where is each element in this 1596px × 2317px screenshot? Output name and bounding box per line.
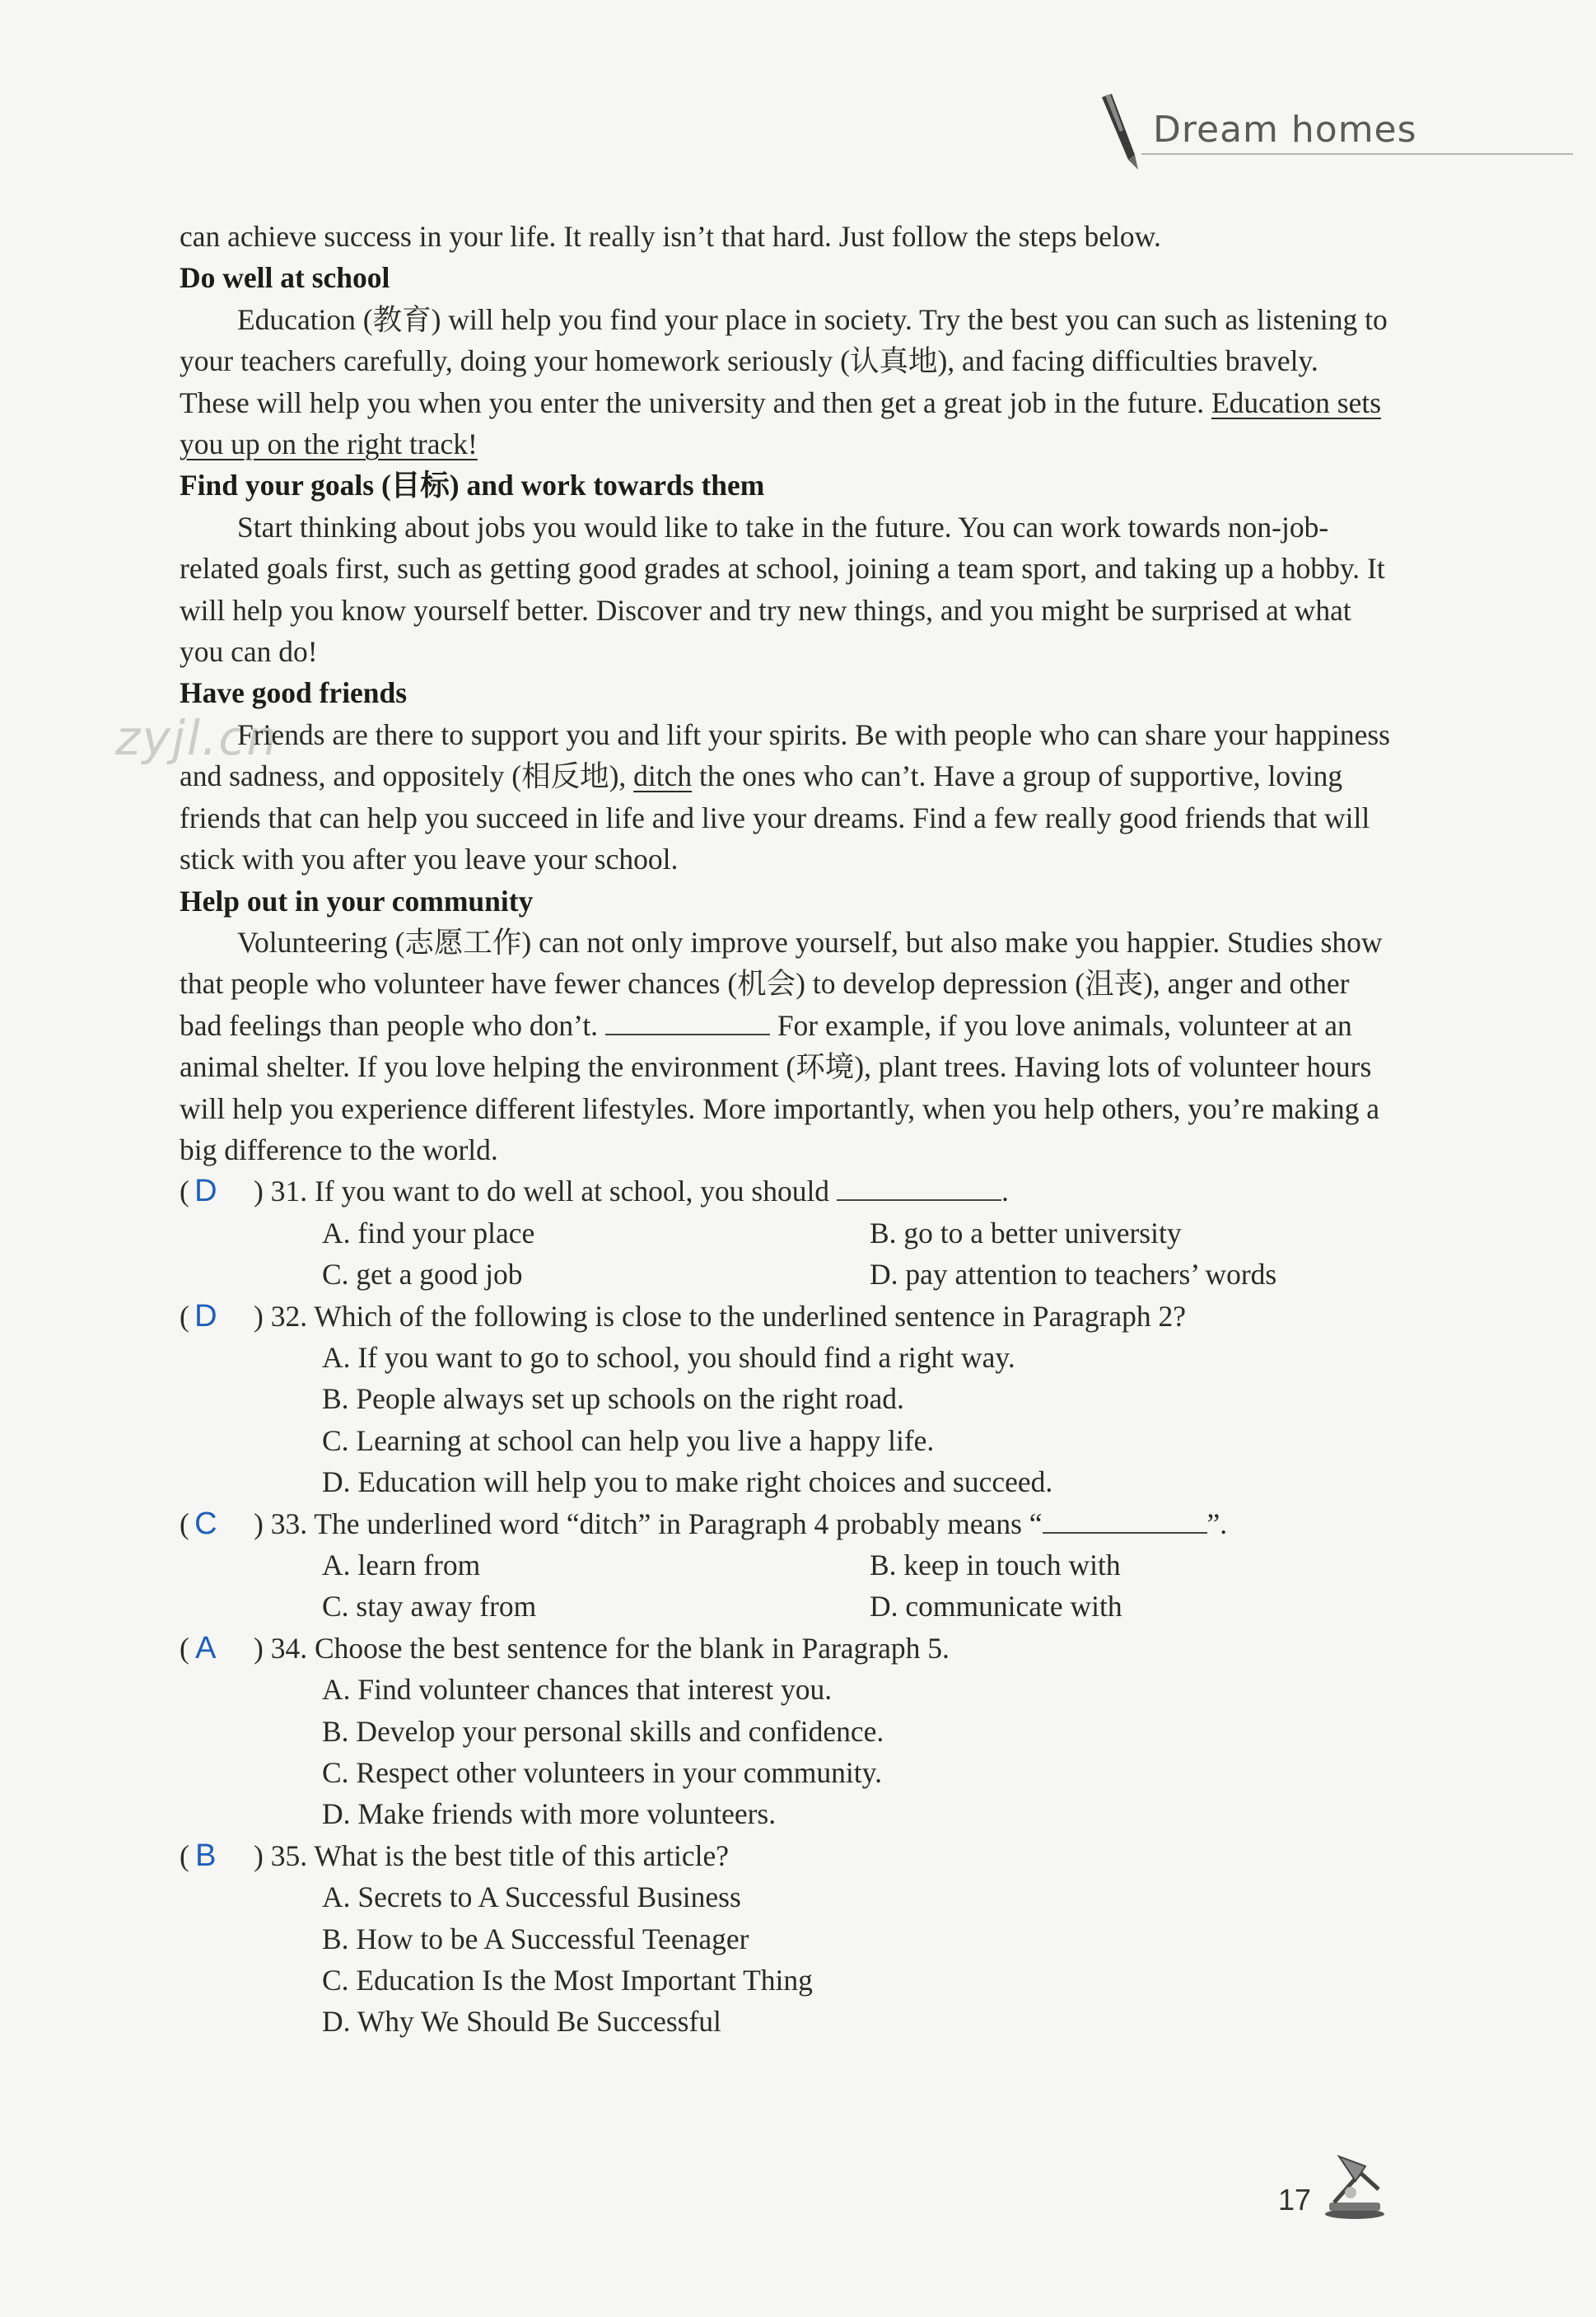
- question-stem: ) 33. The underlined word “ditch” in Paragraph 4 probably means “ ”.: [254, 1507, 1228, 1540]
- options: [180, 1544, 1390, 1628]
- option-a[interactable]: A. Find volunteer chances that interest you.: [322, 1673, 833, 1707]
- question-35: ( B ) 35. What is the best title of this article? A. Secrets to A Successful Business B. How to be A Successful Teenager C. Education Is the Most Important Thing D. Why We Should Be Successful: [180, 1835, 1390, 2043]
- section-heading-goals: Find your goals (目标) and work towards them: [180, 469, 765, 502]
- page-header: [1087, 91, 1573, 165]
- question-stem: ) 34. Choose the best sentence for the blank in Paragraph 5.: [254, 1631, 950, 1665]
- option-a[interactable]: A. If you want to go to school, you should find a right way.: [322, 1340, 1015, 1374]
- answer-mark[interactable]: B: [195, 1838, 217, 1873]
- pen-icon: [1087, 91, 1145, 173]
- question-32: ( D ) 32. Which of the following is close to the underlined sentence in Paragraph 2? A. If you want to go to school, you should find a right way. B. People always set up schools on the right road. C. Learning at school can help you live a happy life. D. Education will help you to make right choices and succeed.: [180, 1296, 1390, 1503]
- question-31: ( D ) 31. If you want to do well at school, you should . A. find your place B. go to a better university C. get a good job D. pay attention to teachers’ words: [180, 1170, 1390, 1295]
- watermark: zyjl.cn: [115, 710, 279, 766]
- question-stem: ) 32. Which of the following is close to the underlined sentence in Paragraph 2?: [254, 1299, 1187, 1333]
- underlined-sentence: Education sets you up on the right track!: [180, 385, 1382, 461]
- paragraph-community: Volunteering (志愿工作) can not only improve yourself, but also make you happier. Studies show that people who volunteer have fewer chances (机会) to develop depression (沮丧), anger and other bad feelings than people who don’t. For example, if you love animals, volunteer at an animal shelter. If you love helping the environment (环境), plant trees. Having lots of volunteer hours will help you experience different lifestyles. More importantly, when you help others, you’re making a big difference to the world.: [180, 925, 1383, 1166]
- header-divider: [1141, 153, 1573, 155]
- options: [180, 1337, 1390, 1503]
- option-c[interactable]: C. Respect other volunteers in your community.: [322, 1756, 882, 1790]
- answer-blank[interactable]: [1043, 1507, 1207, 1534]
- answer-mark[interactable]: C: [194, 1506, 217, 1541]
- option-c[interactable]: C. stay away from: [322, 1590, 537, 1623]
- option-b[interactable]: B. keep in touch with: [870, 1549, 1121, 1581]
- option-c[interactable]: C. Learning at school can help you live a happy life.: [322, 1423, 935, 1457]
- option-d[interactable]: D. Education will help you to make right choices and succeed.: [322, 1465, 1053, 1499]
- option-b[interactable]: B. People always set up schools on the right road.: [322, 1382, 904, 1416]
- passage-blank[interactable]: [605, 1009, 770, 1035]
- paragraph-friends: Friends are there to support you and lift your spirits. Be with people who can share your happiness and sadness, and oppositely (相反地), ditch the ones who can’t. Have a group of supportive, loving friends that can help you succeed in life and live your dreams. Find a few really good friends that will stick with you after you leave your school.: [180, 717, 1390, 876]
- question-34: ( A ) 34. Choose the best sentence for the blank in Paragraph 5. A. Find volunteer chances that interest you. B. Develop your personal skills and confidence. C. Respect other volunteers in your community. D. Make friends with more volunteers.: [180, 1628, 1390, 1835]
- intro-line: can achieve success in your life. It really isn’t that hard. Just follow the steps below.: [180, 220, 1161, 253]
- option-a[interactable]: A. find your place: [322, 1216, 535, 1250]
- option-b[interactable]: B. Develop your personal skills and confidence.: [322, 1714, 884, 1748]
- option-c[interactable]: C. get a good job: [322, 1258, 523, 1292]
- options: [180, 1212, 1390, 1296]
- reading-passage: [180, 216, 1390, 2043]
- option-d[interactable]: D. pay attention to teachers’ words: [870, 1258, 1277, 1292]
- underlined-word: ditch: [633, 759, 693, 793]
- unit-title: Dream homes: [1153, 109, 1417, 151]
- reading-lamp-icon: [1318, 2148, 1392, 2222]
- paragraph-goals: Start thinking about jobs you would like to take in the future. You can work towards non-job-related goals first, such as getting good grades at school, joining a team sport, and taking up a hobby. It will help you know yourself better. Discover and try new things, and you might be surprised at what you can do!: [180, 510, 1385, 669]
- answer-mark[interactable]: D: [194, 1174, 217, 1209]
- option-d[interactable]: D. communicate with: [870, 1590, 1122, 1623]
- option-a[interactable]: A. learn from: [322, 1549, 481, 1581]
- section-heading-friends: Have good friends: [180, 676, 408, 710]
- question-stem: ) 35. What is the best title of this article?: [254, 1838, 730, 1872]
- option-b[interactable]: B. go to a better university: [870, 1216, 1182, 1250]
- section-heading-community: Help out in your community: [180, 884, 534, 918]
- option-b[interactable]: B. How to be A Successful Teenager: [322, 1922, 749, 1955]
- options: [180, 1876, 1390, 2043]
- question-33: ( C ) 33. The underlined word “ditch” in Paragraph 4 probably means “ ”. A. learn from B. keep in touch with C. stay away from D. communicate with: [180, 1503, 1390, 1628]
- option-c[interactable]: C. Education Is the Most Important Thing: [322, 1964, 813, 1997]
- answer-mark[interactable]: A: [195, 1630, 217, 1665]
- options: [180, 1669, 1390, 1835]
- option-d[interactable]: D. Why We Should Be Successful: [322, 2005, 721, 2039]
- question-stem: ) 31. If you want to do well at school, you should .: [254, 1175, 1009, 1208]
- option-d[interactable]: D. Make friends with more volunteers.: [322, 1797, 777, 1831]
- paragraph-school: Education (教育) will help you find your place in society. Try the best you can such as listening to your teachers carefully, doing your homework seriously (认真地), and facing difficulties bravely. These will help you when you enter the university and then get a great job in the future. Education sets you up on the right track!: [180, 302, 1388, 461]
- answer-blank[interactable]: [837, 1175, 1001, 1201]
- section-heading-school: Do well at school: [180, 261, 390, 295]
- option-a[interactable]: A. Secrets to A Successful Business: [322, 1880, 741, 1914]
- page-number: 17: [1278, 2183, 1312, 2217]
- answer-mark[interactable]: D: [194, 1298, 217, 1334]
